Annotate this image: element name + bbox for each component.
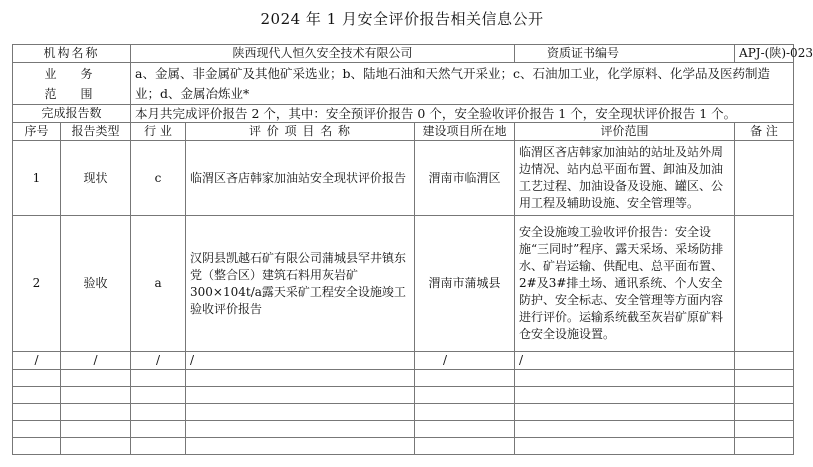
completed-text: 本月共完成评价报告 2 个，其中：安全预评价报告 0 个，安全验收评价报告 1 个，安全现状评价报告 1 个。 xyxy=(131,105,794,123)
row-industry: c xyxy=(131,141,186,216)
table-row xyxy=(13,216,794,352)
row-seq: 2 xyxy=(13,216,61,352)
blank-row xyxy=(13,370,794,387)
row-type: / xyxy=(61,352,131,370)
header-remark: 备 注 xyxy=(735,123,794,141)
cert-number xyxy=(735,45,813,63)
row-type: 现状 xyxy=(61,141,131,216)
org-name: 陕西现代人恒久安全技术有限公司 xyxy=(131,45,515,63)
row-remark xyxy=(735,216,794,352)
business-label-line2: 范 围 xyxy=(44,86,99,101)
org-name-label: 机构名称 xyxy=(13,45,131,63)
completed-label: 完成报告数 xyxy=(13,105,131,123)
row-location: 渭南市临渭区 xyxy=(415,141,515,216)
business-scope-text: a、金属、非金属矿及其他矿采选业；b、陆地石油和天然气开采业；c、石油加工业，化学原料、化学品及医药制造业；d、金属冶炼业* xyxy=(131,63,794,105)
header-scope: 评价范围 xyxy=(515,123,735,141)
header-row xyxy=(13,123,794,141)
table-row xyxy=(13,352,794,370)
header-item: 评 价 项 目 名 称 xyxy=(186,123,415,141)
header-type: 报告类型 xyxy=(61,123,131,141)
business-row xyxy=(13,63,794,105)
blank-row xyxy=(13,404,794,421)
page-title: 2024 年 1 月安全评价报告相关信息公开 xyxy=(260,10,544,28)
business-label xyxy=(13,63,131,105)
cert-label: 资质证书编号 xyxy=(515,45,735,63)
row-remark xyxy=(735,141,794,216)
row-location: 渭南市蒲城县 xyxy=(415,216,515,352)
row-scope: 临渭区吝店韩家加油站的站址及站外周边情况、站内总平面布置、卸油及加油工艺过程、加油设备及设施、罐区、公用工程及辅助设施、安全管理等。 xyxy=(515,141,735,216)
row-item: / xyxy=(186,352,415,370)
header-industry: 行 业 xyxy=(131,123,186,141)
header-seq: 序号 xyxy=(13,123,61,141)
info-table xyxy=(12,44,813,455)
completed-row xyxy=(13,105,794,123)
row-industry: / xyxy=(131,352,186,370)
row-scope: 安全设施竣工验收评价报告：安全设施“三同时”程序、露天采场、采场防排水、矿岩运输、供配电、总平面布置、2#及3#排土场、通讯系统、个人安全防护、安全标志、安全管理等方面内容进行评价。运输系统截至灰岩矿原矿料仓安全设施设置。 xyxy=(515,216,735,352)
blank-row xyxy=(13,387,794,404)
row-item: 汉阴县凯越石矿有限公司蒲城县罕井镇东党（整合区）建筑石料用灰岩矿300×104t/a露天采矿工程安全设施竣工验收评价报告 xyxy=(186,216,415,352)
business-label-line1: 业 务 xyxy=(44,66,99,81)
table-row xyxy=(13,141,794,216)
row-type: 验收 xyxy=(61,216,131,352)
row-remark xyxy=(735,352,794,370)
org-row xyxy=(13,45,794,63)
row-industry: a xyxy=(131,216,186,352)
blank-row xyxy=(13,421,794,438)
cert-number-text: APJ-(陕)-023 xyxy=(739,46,813,60)
row-seq: 1 xyxy=(13,141,61,216)
row-seq: / xyxy=(13,352,61,370)
header-location: 建设项目所在地 xyxy=(415,123,515,141)
row-location: / xyxy=(415,352,515,370)
row-item: 临渭区吝店韩家加油站安全现状评价报告 xyxy=(186,141,415,216)
blank-row xyxy=(13,438,794,455)
row-scope: / xyxy=(515,352,735,370)
